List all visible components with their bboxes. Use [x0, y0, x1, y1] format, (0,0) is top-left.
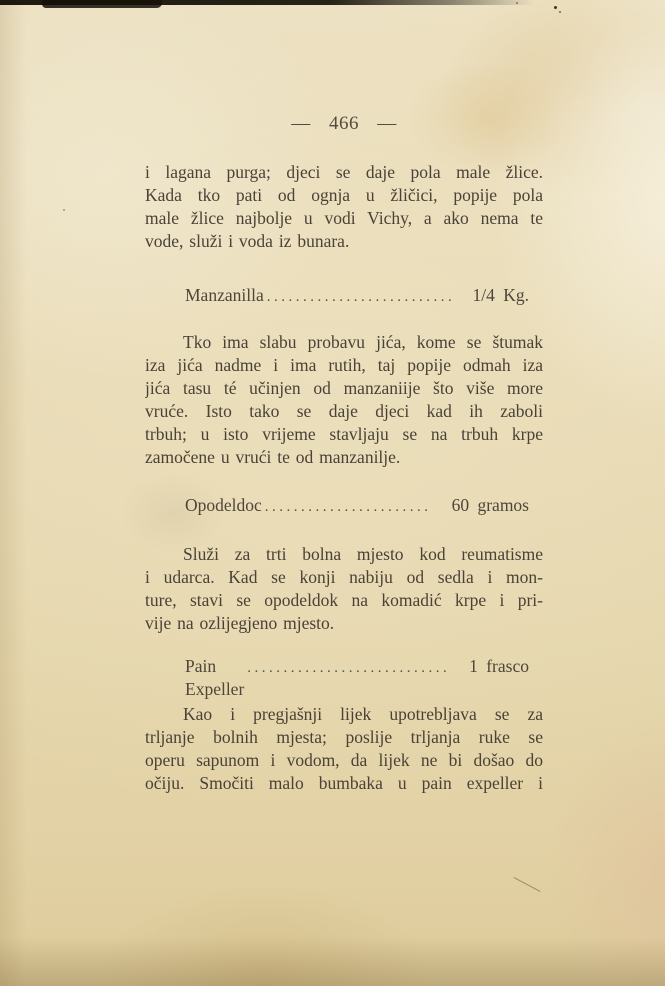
page-text-block [145, 112, 543, 795]
ink-speck [554, 6, 557, 9]
text-line: operu sapunom i vodom, da lijek ne bi došao do [145, 750, 543, 770]
remedy-quantity: 1 frasco [469, 656, 529, 676]
ink-speck [559, 11, 561, 13]
ink-speck [63, 209, 65, 211]
text-line: jića tasu té učinjen od manzaniije što više more [145, 378, 543, 398]
paragraph [145, 331, 543, 469]
text-line: očiju. Smočiti malo bumbaka u pain expeller i [145, 773, 543, 793]
remedy-entry-pain-expeller [145, 655, 543, 699]
text-line: male žlice najbolje u vodi Vichy, a ako nema te [145, 208, 543, 228]
dot-leader [247, 655, 447, 680]
remedy-name: Pain Expeller [185, 656, 245, 699]
text-line: i lagana purga; djeci se daje pola male žlice. [145, 162, 543, 182]
paper-scratch [514, 877, 541, 892]
dot-leader [267, 284, 451, 309]
paragraph [145, 703, 543, 795]
remedy-name: Opodeldoc [185, 495, 262, 515]
text-line: i udarca. Kad se konji nabiju od sedla i mon- [145, 567, 543, 587]
text-line: Kada tko pati od ognja u žličici, popije pola [145, 185, 543, 205]
text-line: Služi za trti bolna mjesto kod reumatisme [183, 544, 543, 564]
text-line: vije na ozlijegjeno mjesto. [145, 613, 335, 633]
text-line: trljanje bolnih mjesta; poslije trljanja ruke se [145, 727, 543, 747]
page-number: — 466 — [291, 113, 397, 134]
text-line: iza jića nadme i ima rutih, taj popije odmah iza [145, 355, 543, 375]
text-line: vode, služi i voda iz bunara. [145, 231, 350, 251]
text-line: vruće. Isto tako se daje djeci kad ih zaboli [145, 401, 543, 421]
text-line: Kao i pregjašnji lijek upotrebljava se za [183, 704, 543, 724]
dot-leader [265, 494, 430, 519]
paragraph [145, 543, 543, 635]
text-line: zamočene u vrući te od manzanilje. [145, 447, 401, 467]
text-line: ture, stavi se opodeldok na komadić krpe i pri- [145, 590, 543, 610]
remedy-entry-opodeldoc [145, 494, 543, 517]
paragraph [145, 161, 543, 253]
remedy-name: Manzanilla [185, 285, 264, 305]
remedy-quantity: 60 gramos [451, 495, 529, 515]
book-top-edge-shadow [42, 0, 162, 8]
ink-speck [516, 2, 518, 4]
text-line: Tko ima slabu probavu jića, kome se štumak [183, 332, 543, 352]
text-line: trbuh; u isto vrijeme stavljaju se na trbuh krpe [145, 424, 543, 444]
remedy-quantity: 1/4 Kg. [472, 285, 529, 305]
remedy-entry-manzanilla [145, 284, 543, 307]
